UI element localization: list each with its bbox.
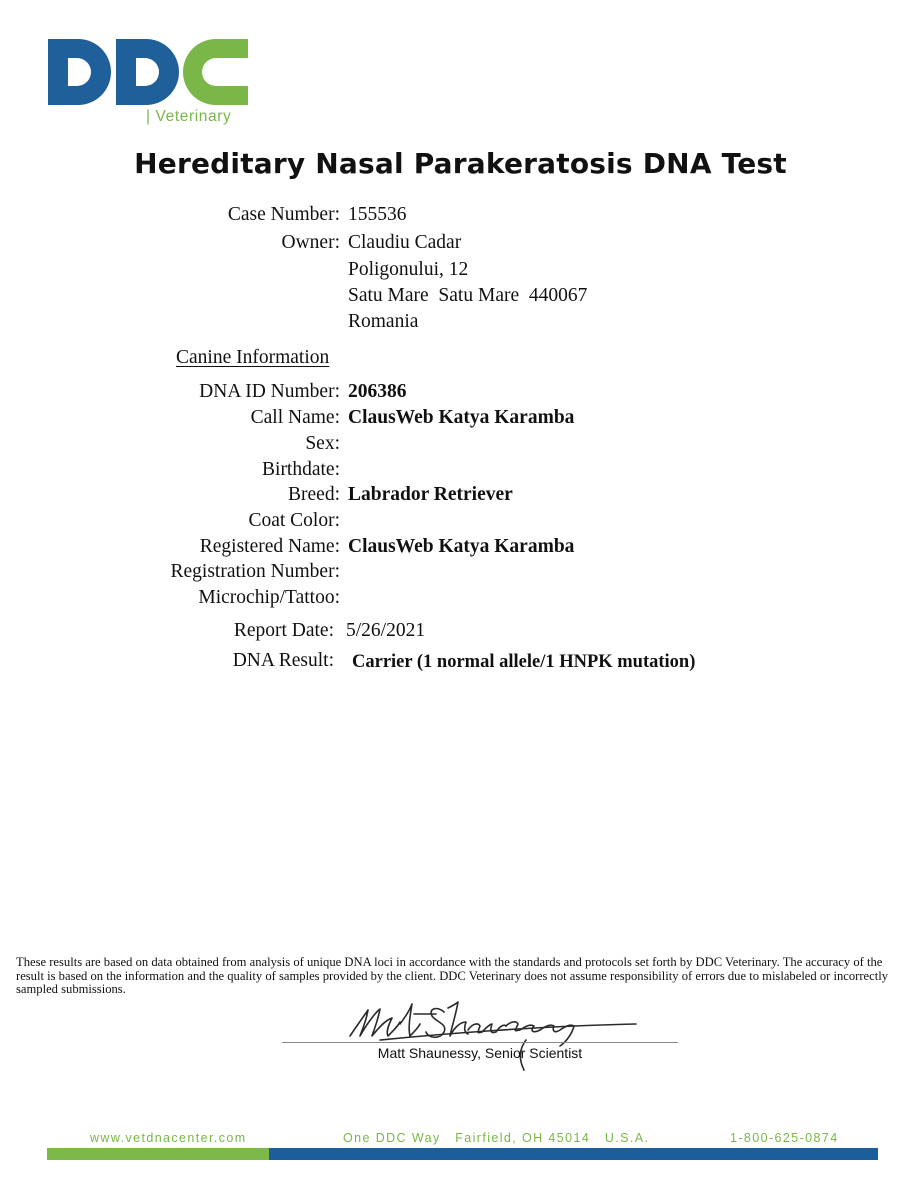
footer-color-bar <box>47 1148 878 1160</box>
ddc-wordmark-graphic <box>46 36 252 106</box>
disclaimer-text: These results are based on data obtained from analysis of unique DNA loci in accordance with the standards and protocols set forth by DDC Veterinary. The accuracy of the result is based on the information and the quality of samples provided by the client. DDC Veterinary does not assume responsibility of errors due to mislabeled or incorrectly sampled submissions. <box>16 955 889 996</box>
owner-country: Romania <box>348 311 419 332</box>
dna-result-value: Carrier (1 normal allele/1 HNPK mutation) <box>352 652 696 672</box>
page-title: Hereditary Nasal Parakeratosis DNA Test <box>134 147 787 180</box>
case-number-value: 155536 <box>348 204 407 225</box>
ddc-veterinary-logo <box>46 36 252 132</box>
sex-label: Sex: <box>305 433 340 454</box>
footer-bar-green <box>47 1148 269 1160</box>
footer-website: www.vetdnacenter.com <box>90 1131 247 1145</box>
footer-phone: 1-800-625-0874 <box>730 1131 839 1145</box>
owner-street: Poligonului, 12 <box>348 259 469 280</box>
birthdate-label: Birthdate: <box>262 459 340 480</box>
dna-id-label: DNA ID Number: <box>199 381 340 402</box>
owner-label: Owner: <box>281 232 340 253</box>
signature-line <box>282 1042 678 1043</box>
handwritten-signature <box>340 996 640 1074</box>
call-name-label: Call Name: <box>250 407 340 428</box>
microchip-tattoo-label: Microchip/Tattoo: <box>198 587 340 608</box>
case-number-label: Case Number: <box>227 204 340 225</box>
registered-name-value: ClausWeb Katya Karamba <box>348 536 575 557</box>
signatory-name: Matt Shaunessy, Senior Scientist <box>377 1045 583 1061</box>
call-name-value: ClausWeb Katya Karamba <box>348 407 575 428</box>
logo-subtitle: | Veterinary <box>146 108 232 125</box>
owner-name: Claudiu Cadar <box>348 232 462 253</box>
report-date-value: 5/26/2021 <box>346 620 426 641</box>
dna-id-value: 206386 <box>348 381 407 402</box>
breed-value: Labrador Retriever <box>348 484 513 505</box>
owner-city-line: Satu Mare Satu Mare 440067 <box>348 285 588 306</box>
footer-bar-blue <box>269 1148 878 1160</box>
registration-number-label: Registration Number: <box>170 561 340 582</box>
dna-result-label: DNA Result: <box>232 650 334 671</box>
canine-information-header: Canine Information <box>176 347 330 368</box>
registered-name-label: Registered Name: <box>199 536 340 557</box>
report-date-label: Report Date: <box>233 620 334 641</box>
coat-color-label: Coat Color: <box>248 510 340 531</box>
breed-label: Breed: <box>288 484 340 505</box>
footer-address: One DDC Way Fairfield, OH 45014 U.S.A. <box>343 1131 650 1145</box>
